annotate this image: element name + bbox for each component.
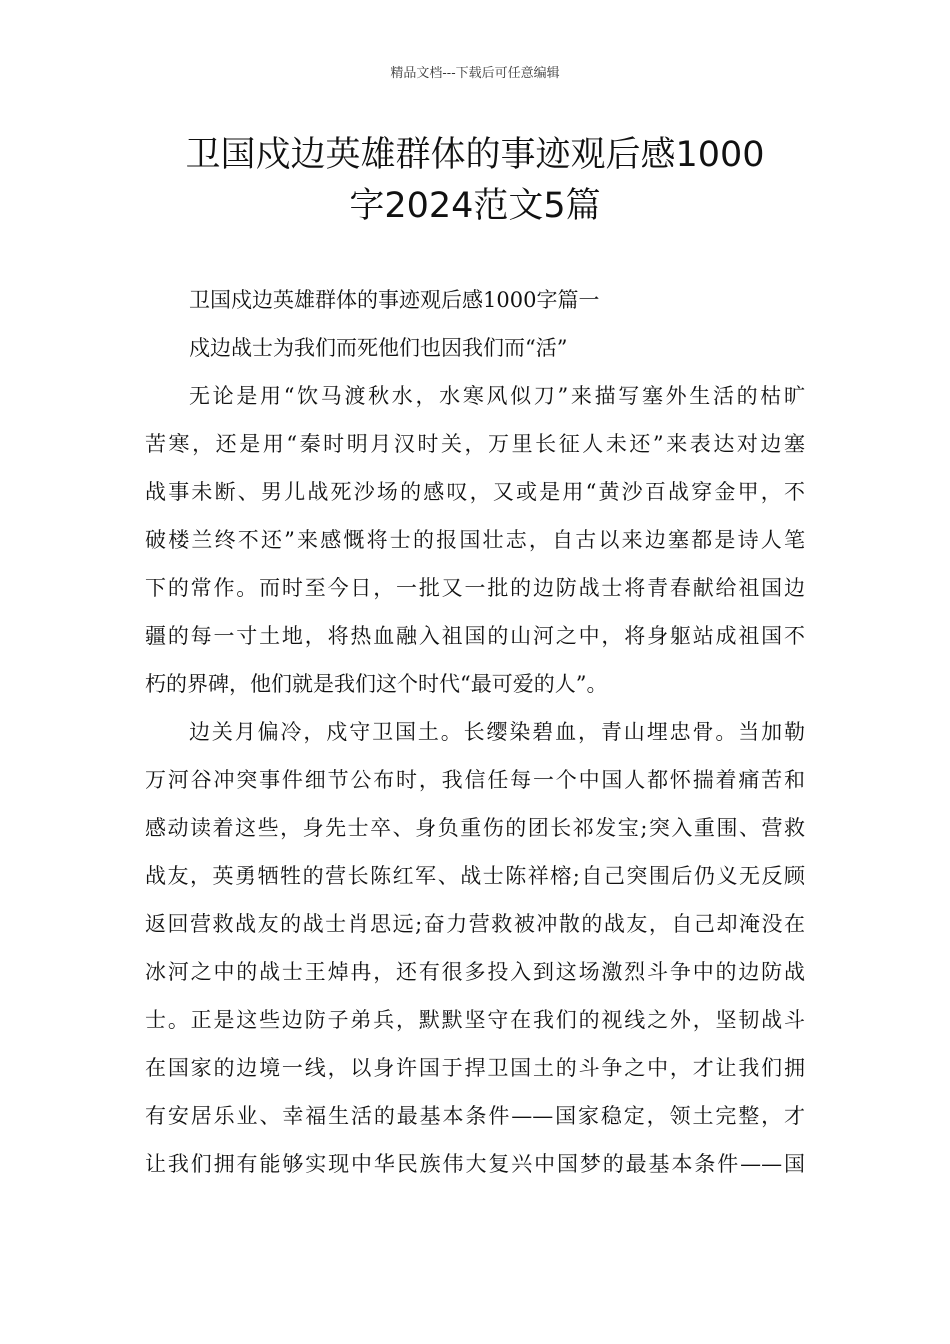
paragraph-2 — [145, 708, 805, 1188]
paragraph-line: 感动读着这些，身先士卒、身负重伤的团长祁发宝;突入重围、营救 — [145, 816, 805, 840]
header-note: 精品文档---下载后可任意编辑 — [390, 66, 560, 81]
paragraph-line: 万河谷冲突事件细节公布时，我信任每一个中国人都怀揣着痛苦和 — [145, 768, 805, 792]
section-heading: 卫国戍边英雄群体的事迹观后感1000字篇一 — [189, 288, 600, 312]
title-line: 字2024范文5篇 — [349, 186, 601, 226]
paragraph-line: 返回营救战友的战士肖思远;奋力营救被冲散的战友，自己却淹没在 — [145, 912, 805, 936]
document-title — [0, 130, 950, 232]
paragraph-line: 士。正是这些边防子弟兵，默默坚守在我们的视线之外，坚韧战斗 — [145, 1008, 805, 1032]
title-line: 卫国戍边英雄群体的事迹观后感1000 — [185, 135, 765, 175]
paragraph-line: 疆的每一寸土地，将热血融入祖国的山河之中，将身躯站成祖国不 — [145, 624, 805, 648]
paragraph-line: 冰河之中的战士王焯冉，还有很多投入到这场激烈斗争中的边防战 — [145, 960, 805, 984]
paragraph-line: 朽的界碑，他们就是我们这个时代“最可爱的人”。 — [145, 672, 608, 696]
paragraph-line: 让我们拥有能够实现中华民族伟大复兴中国梦的最基本条件——国 — [145, 1152, 805, 1176]
paragraph-line: 边关月偏冷，戍守卫国土。长缨染碧血，青山埋忠骨。当加勒 — [189, 720, 805, 744]
paragraph-line: 苦寒，还是用“秦时明月汉时关，万里长征人未还”来表达对边塞 — [145, 432, 805, 456]
paragraph-line: 在国家的边境一线，以身许国于捍卫国土的斗争之中，才让我们拥 — [145, 1056, 805, 1080]
paragraph-line: 有安居乐业、幸福生活的最基本条件——国家稳定，领土完整，才 — [145, 1104, 805, 1128]
paragraph-line: 战事未断、男儿战死沙场的感叹，又或是用“黄沙百战穿金甲，不 — [145, 480, 805, 504]
subtitle: 戍边战士为我们而死他们也因我们而“活” — [189, 336, 568, 360]
paragraph-line: 战友，英勇牺牲的营长陈红军、战士陈祥榕;自己突围后仍义无反顾 — [145, 864, 805, 888]
paragraph-line: 破楼兰终不还”来感慨将士的报国壮志，自古以来边塞都是诗人笔 — [145, 528, 805, 552]
paragraph-1 — [145, 372, 805, 708]
section-heading-block — [145, 276, 805, 372]
paragraph-line: 下的常作。而时至今日，一批又一批的边防战士将青春献给祖国边 — [145, 576, 805, 600]
paragraph-line: 无论是用“饮马渡秋水，水寒风似刀”来描写塞外生活的枯旷 — [189, 384, 805, 408]
